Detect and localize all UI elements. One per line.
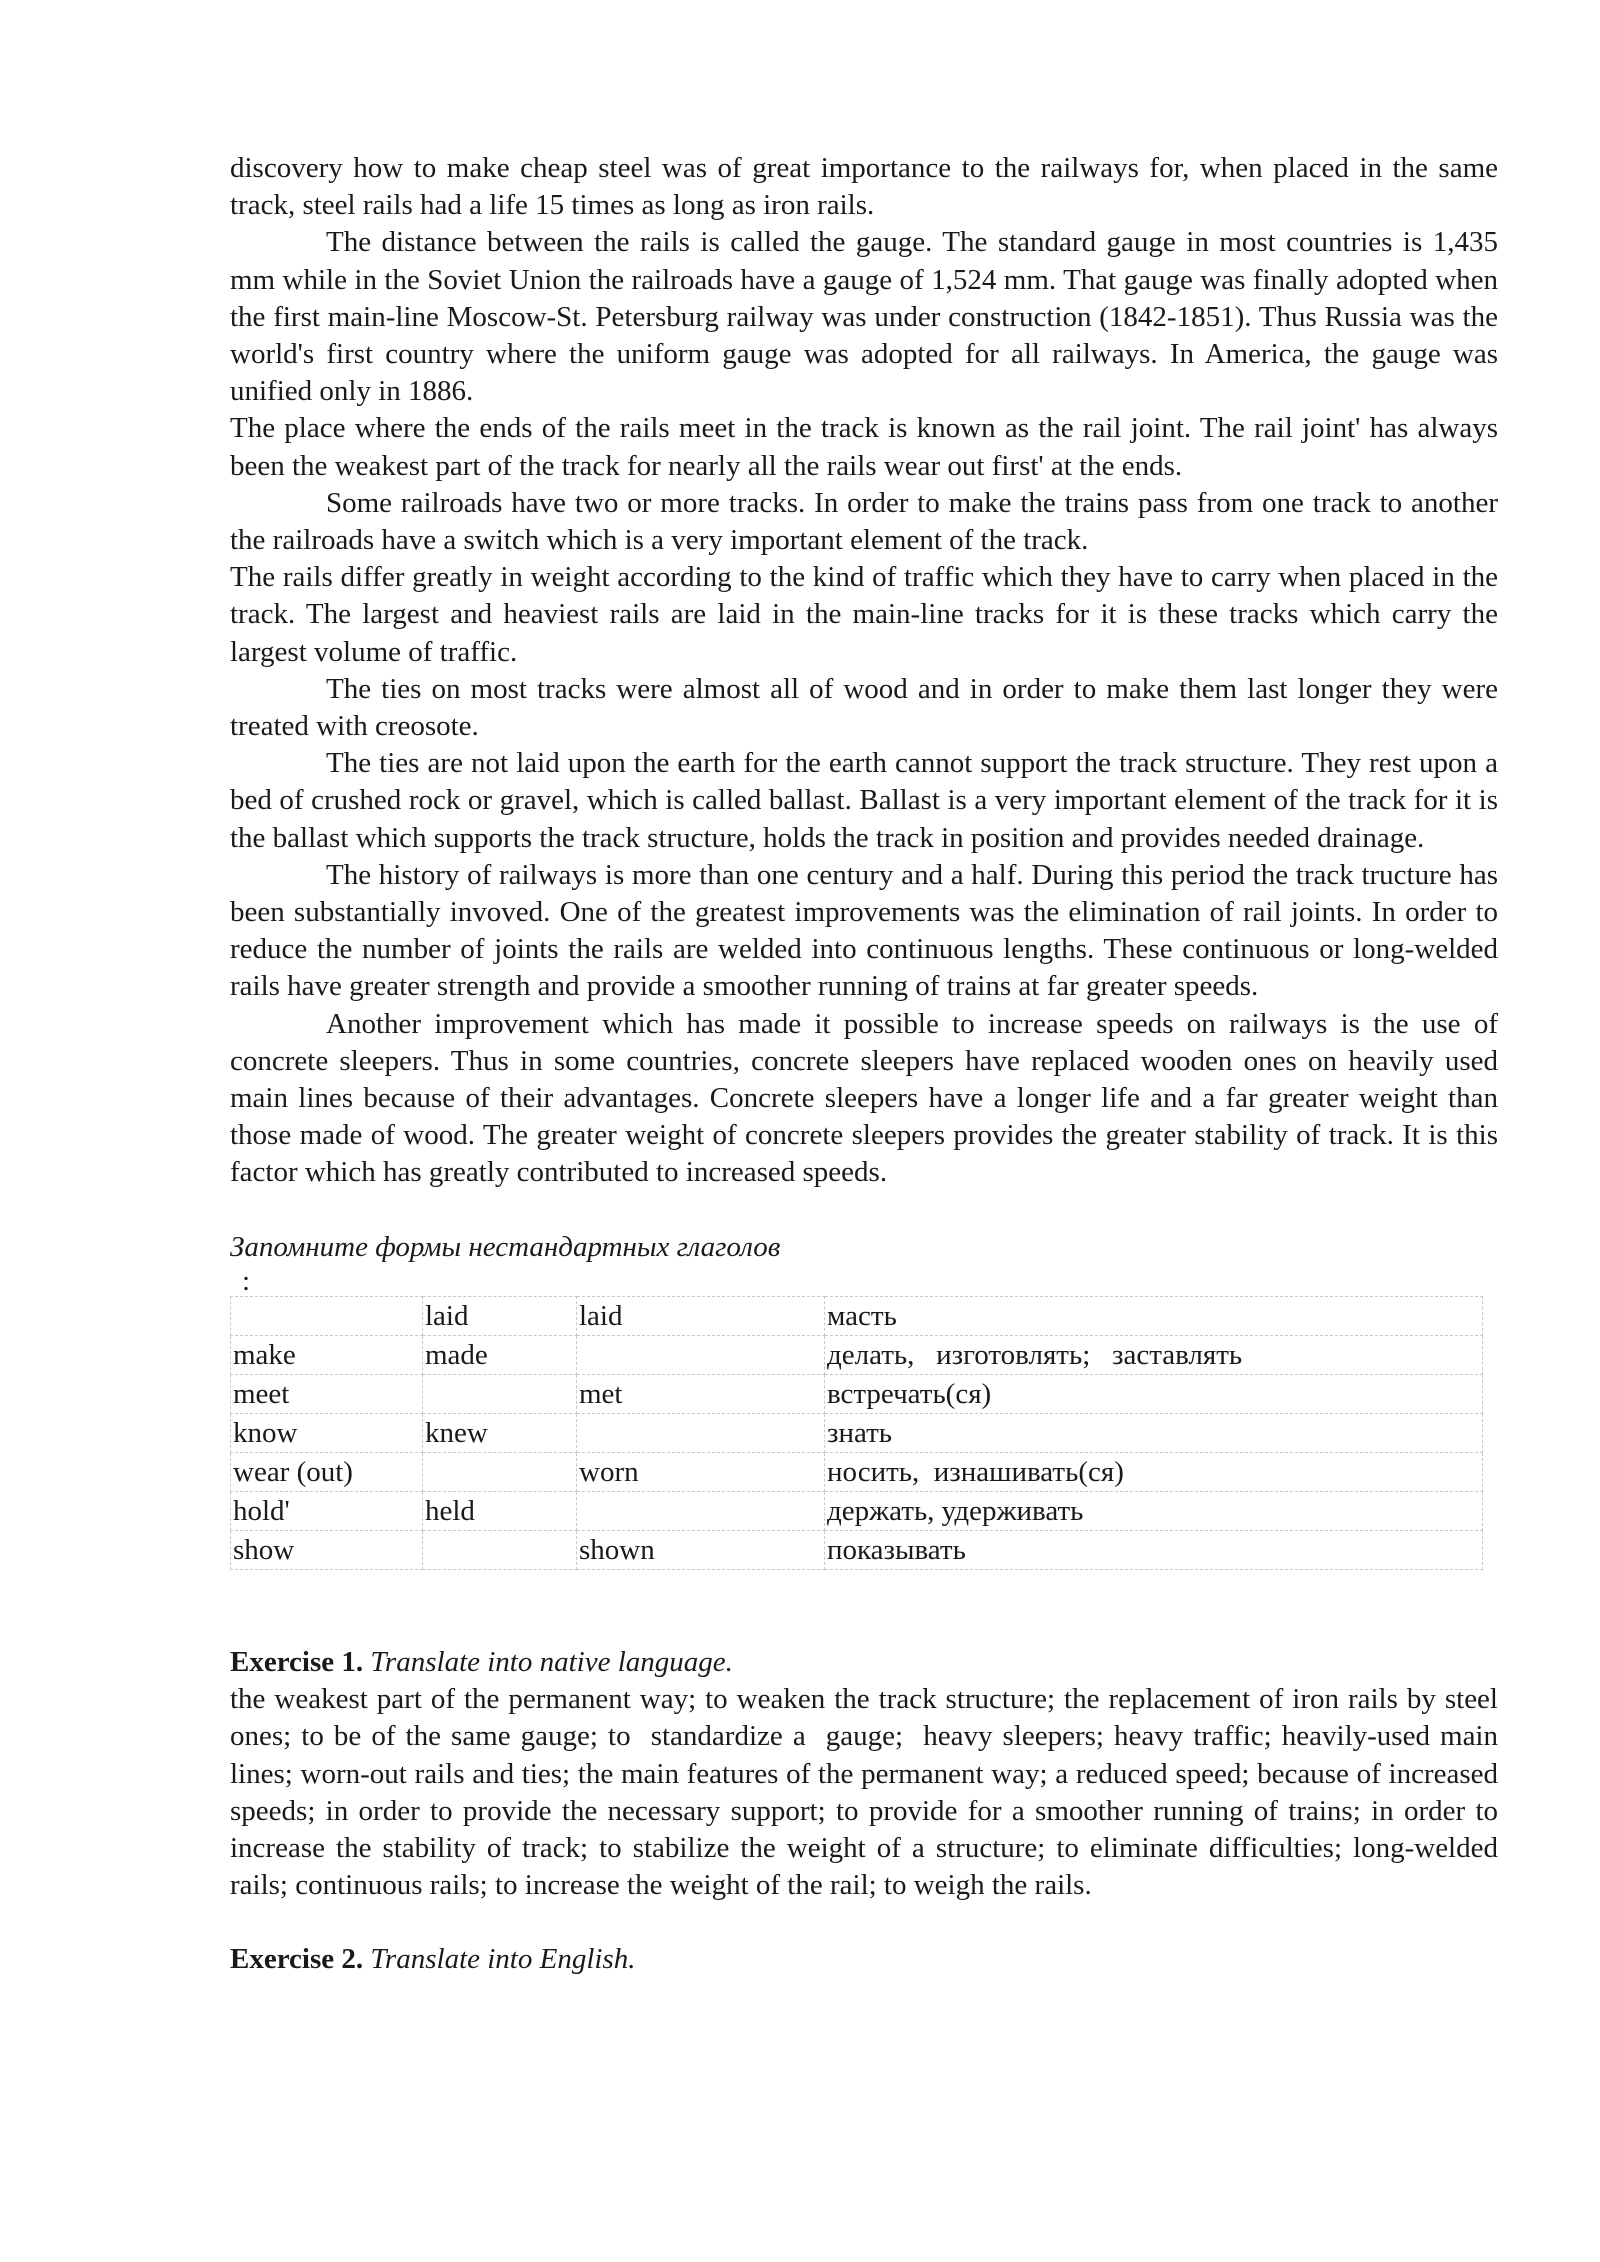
table-row	[231, 1335, 1483, 1374]
exercise-2-label: Exercise 2.	[230, 1943, 364, 1976]
exercise-1-text: the weakest part of the permanent way; to weaken the track structure; the replacement of iron rails by steel ones; to be of the same gauge; to standardize a gauge; heavy sleepers; heavy traffic; heavily-used main lines; worn-out rails and ties; the main features of the permanent way; a reduced speed; because of increased speeds; in order to provide the necessary support; to provide for a smoother running of trains; in order to increase the stability of track; to stabilize the weight of a structure; to eliminate difficulties; long-welded rails; continuous rails; to increase the weight of the rail; to weigh the rails.	[230, 1683, 1506, 1902]
table-cell: встречать(ся)	[825, 1374, 1483, 1413]
table-cell: держать, удерживать	[825, 1491, 1483, 1530]
exercise-1-label: Exercise 1.	[230, 1645, 364, 1678]
table-cell: wear (out)	[231, 1452, 423, 1491]
irregular-verbs-table	[230, 1296, 1483, 1570]
table-cell	[577, 1335, 825, 1374]
table-cell: показывать	[825, 1530, 1483, 1569]
table-row	[231, 1530, 1483, 1569]
paragraph: The ties are not laid upon the earth for the earth cannot support the track structure. They rest upon a bed of crushed rock or gravel, which is called ballast. Ballast is a very important element of the track for it is the ballast which supports the track structure, holds the track in position and provides needed drainage.	[230, 747, 1498, 854]
exercise-1-instruction: Translate into native language.	[370, 1645, 733, 1678]
table-cell: носить, изнашивать(ся)	[825, 1452, 1483, 1491]
exercise-1-heading	[230, 1644, 1498, 1681]
table-row	[231, 1374, 1483, 1413]
table-cell: делать, изготовлять; заставлять	[825, 1335, 1483, 1374]
table-cell: shown	[577, 1530, 825, 1569]
table-cell: meet	[231, 1374, 423, 1413]
table-cell	[577, 1491, 825, 1530]
table-row	[231, 1296, 1483, 1335]
table-row	[231, 1452, 1483, 1491]
table-cell: knew	[423, 1413, 577, 1452]
table-row	[231, 1413, 1483, 1452]
table-cell: make	[231, 1335, 423, 1374]
table-cell: worn	[577, 1452, 825, 1491]
table-cell	[231, 1296, 423, 1335]
table-cell: laid	[577, 1296, 825, 1335]
paragraph: The history of railways is more than one century and a half. During this period the track tructure has been substantially invoved. One of the greatest improvements was the elimination of rail joints. In order to reduce the number of joints the rails are welded into continuous lengths. These continuous or long-welded rails have greater strength and provide a smoother running of trains at far greater speeds.	[230, 858, 1498, 1003]
exercise-2-heading	[230, 1941, 1498, 1978]
table-cell	[577, 1413, 825, 1452]
paragraph: The distance between the rails is called the gauge. The standard gauge in most countries is 1,435 mm while in the Soviet Union the railroads have a gauge of 1,524 mm. That gauge was finally adopted when the first main-line Moscow-St. Petersburg railway was under construction (1842-1851). Thus Russia was the world's first country where the uniform gauge was adopted for all railways. In America, the gauge was unified only in 1886.	[230, 226, 1498, 408]
paragraph: Another improvement which has made it possible to increase speeds on railways is the use of concrete sleepers. Thus in some countries, concrete sleepers have replaced wooden ones on heavily used main lines because of their advantages. Concrete sleepers have a longer life and a far greater weight than those made of wood. The greater weight of concrete sleepers provides the greater stability of track. It is this factor which has greatly contributed to increased speeds.	[230, 1007, 1498, 1189]
table-cell: met	[577, 1374, 825, 1413]
exercise-2-instruction: Translate into English.	[370, 1943, 636, 1976]
verbs-colon: :	[242, 1264, 251, 1297]
table-cell: show	[231, 1530, 423, 1569]
table-cell	[423, 1452, 577, 1491]
table-cell: held	[423, 1491, 577, 1530]
table-cell: знать	[825, 1413, 1483, 1452]
paragraph: The place where the ends of the rails meet in the track is known as the rail joint. The rail joint' has always been the weakest part of the track for nearly all the rails wear out first' at the ends.	[230, 412, 1498, 482]
paragraph: discovery how to make cheap steel was of great importance to the railways for, when placed in the same track, steel rails had a life 15 times as long as iron rails.	[230, 152, 1498, 222]
verbs-note: Запомните формы нестандартных глаголов	[230, 1230, 781, 1263]
table-cell: hold'	[231, 1491, 423, 1530]
paragraph: The rails differ greatly in weight according to the kind of traffic which they have to carry when placed in the track. The largest and heaviest rails are laid in the main-line tracks for it is these tracks which carry the largest volume of traffic.	[230, 561, 1498, 668]
table-row	[231, 1491, 1483, 1530]
table-cell: масть	[825, 1296, 1483, 1335]
table-cell: laid	[423, 1296, 577, 1335]
paragraph: Some railroads have two or more tracks. In order to make the trains pass from one track to another the railroads have a switch which is a very important element of the track.	[230, 486, 1498, 557]
paragraph: The ties on most tracks were almost all of wood and in order to make them last longer they were treated with creosote.	[230, 672, 1498, 743]
table-cell	[423, 1374, 577, 1413]
table-cell	[423, 1530, 577, 1569]
document-page	[230, 150, 1506, 1979]
table-cell: know	[231, 1413, 423, 1452]
table-cell: made	[423, 1335, 577, 1374]
